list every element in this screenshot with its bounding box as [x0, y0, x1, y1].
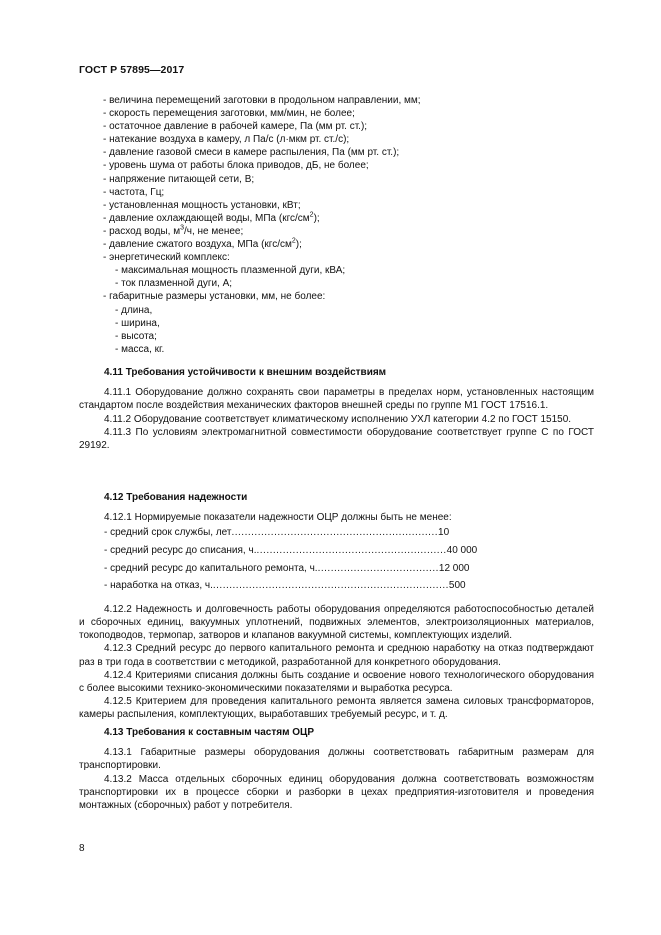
reliability-table — [79, 526, 594, 596]
page-number: 8 — [79, 843, 85, 854]
section-4-11 — [79, 366, 594, 452]
paragraph: 4.11.3 По условиям электромагнитной совместимости оборудование соответствует группе С по ГОСТ 29192. — [79, 426, 594, 452]
section-4-13 — [79, 726, 594, 812]
list-item: - установленная мощность установки, кВт; — [103, 199, 301, 211]
list-subitem: - масса, кг. — [115, 343, 165, 355]
section-heading: 4.13 Требования к составным частям ОЦР — [104, 727, 315, 738]
paragraph: 4.11.2 Оборудование соответствует климатическому исполнению УХЛ категории 4.2 по ГОСТ 15150. — [104, 413, 572, 425]
list-subitem: - максимальная мощность плазменной дуги, кВА; — [115, 265, 346, 277]
list-item: - напряжение питающей сети, В; — [103, 173, 255, 185]
list-item: - энергетический комплекс: — [103, 252, 230, 264]
table-row: - средний срок службы, лет ............................................................... 10 — [104, 527, 450, 539]
list-item: - величина перемещений заготовки в продольном направлении, мм; — [103, 95, 421, 106]
parameter-list — [103, 94, 593, 356]
section-heading: 4.11 Требования устойчивости к внешним воздействиям — [104, 367, 387, 378]
paragraph: 4.11.1 Оборудование должно сохранять свои параметры в пределах норм, установленных настоящим стандартом после воздействия механических факторов внешней среды по группе М1 ГОСТ 17516.1. — [79, 387, 594, 412]
list-item: - давление газовой смеси в камере распыления, Па (мм рт. ст.); — [103, 147, 400, 159]
paragraph: 4.12.4 Критериями списания должны быть создание и освоение нового технологического оборудования с более высокими технико-экономическими показателями и выработка ресурса. — [79, 669, 594, 694]
paragraph: 4.13.1 Габаритные размеры оборудования должны соответствовать габаритным размерам для транспортировки. — [79, 747, 594, 772]
list-item: - остаточное давление в рабочей камере, Па (мм рт. ст.); — [103, 121, 368, 133]
section-4-12 — [79, 491, 594, 722]
list-item: - давление охлаждающей воды, МПа $(кгс/см^2)$; — [103, 211, 320, 224]
section-heading: 4.12 Требования надежности — [104, 492, 248, 503]
list-subitem: - длина, — [115, 304, 153, 316]
list-item: - скорость перемещения заготовки, мм/мин, не более; — [103, 108, 355, 120]
list-item: - давление сжатого воздуха, МПа $(кгс/см^2)$; — [103, 237, 302, 251]
list-subitem: - высота; — [115, 330, 157, 342]
list-subitem: - ширина, — [115, 317, 160, 329]
paragraph: 4.12.1 Нормируемые показатели надежности ОЦР должны быть не менее: — [104, 512, 452, 524]
list-subitem: - ток плазменной дуги, А; — [115, 278, 233, 290]
paragraph: 4.12.3 Средний ресурс до первого капитального ремонта и среднюю наработку на отказ подтверждают раз в три года в соответствии с методикой, разработанной для конкретного оборудования. — [79, 643, 594, 668]
list-item: - частота, Гц; — [103, 186, 165, 198]
table-row: - наработка на отказ, ч. ........................................................................ 500 — [104, 580, 466, 592]
list-item: - расход воды, $м^3/ч$, не менее; — [103, 224, 244, 237]
list-item: - уровень шума от работы блока приводов, дБ, не более; — [103, 160, 369, 172]
list-item: - натекание воздуха в камеру, л Па/с (л·мкм рт. ст./с); — [103, 134, 350, 146]
paragraph: 4.12.2 Надежность и долговечность работы оборудования определяются работоспособностью деталей и сборочных единиц, вакуумных уплотнений, подвижных элементов, электроизоляционных материалов, токоподводов, термопар, затворов и клапанов вакуумной системы, комплектующих изделий. — [79, 603, 594, 642]
table-row: - средний ресурс до списания, ч. .......................................................... 40 000 — [104, 545, 478, 556]
table-row: - средний ресурс до капитального ремонта, ч. ..................................... 12 000 — [104, 562, 470, 574]
paragraph: 4.12.5 Критерием для проведения капитального ремонта является замена силовых трансформаторов, камеры распыления, комплектующих, выработавших требуемый ресурс, и т. д. — [79, 696, 594, 721]
paragraph: 4.13.2 Масса отдельных сборочных единиц оборудования должна соответствовать возможностям транспортировки их в процессе сборки и разборки в цехах предприятия-изготовителя и проведения монтажных (сборочных) работ у потребителя. — [79, 773, 594, 812]
list-item: - габаритные размеры установки, мм, не более: — [103, 291, 326, 303]
standard-header: ГОСТ Р 57895—2017 — [79, 64, 185, 76]
